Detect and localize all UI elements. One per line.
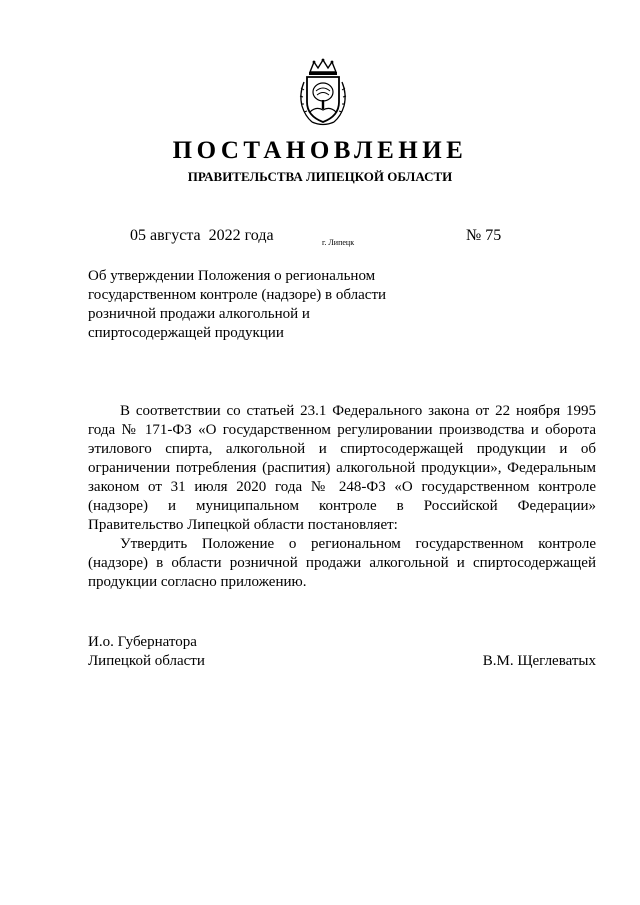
subject-line: спиртосодержащей продукции: [88, 325, 284, 341]
subject-line: розничной продажи алкогольной и: [88, 306, 310, 322]
body-paragraph: В соответствии со статьей 23.1 Федерального закона от 22 ноября 1995 года № 171-ФЗ «О государственном регулировании производства и оборота этилового спирта, алкогольной и спиртосодержащей продукции и об ограничении потребления (распития) алкогольной продукции», Федеральным законом от 31 июля 2020 года № 248-ФЗ «О государственном контроле (надзоре) и муниципальном контроле в Российской Федерации» Правительство Липецкой области постановляет:: [88, 403, 596, 533]
subject-line: Об утверждении Положения о региональном: [88, 268, 376, 284]
document-number: № 75: [466, 227, 502, 244]
signatory-role: И.о. Губернатора: [88, 634, 197, 650]
subject-line: государственном контроле (надзоре) в области: [88, 287, 387, 303]
document-body: [88, 402, 596, 592]
document-subject: [88, 267, 418, 343]
document-date: 05 августа 2022 года: [130, 227, 274, 244]
signatory-name: В.М. Щеглеватых: [482, 653, 596, 669]
coat-of-arms-icon: [296, 58, 350, 128]
body-paragraph: Утвердить Положение о региональном государственном контроле (надзоре) в области розничной продажи алкогольной и спиртосодержащей продукции согласно приложению.: [88, 536, 596, 590]
issuing-authority: ПРАВИТЕЛЬСТВА ЛИПЕЦКОЙ ОБЛАСТИ: [187, 169, 453, 184]
signatory-organization: Липецкой области: [88, 653, 205, 669]
document-title: ПОСТАНОВЛЕНИЕ: [172, 137, 468, 164]
document-place: г. Липецк: [322, 238, 355, 247]
